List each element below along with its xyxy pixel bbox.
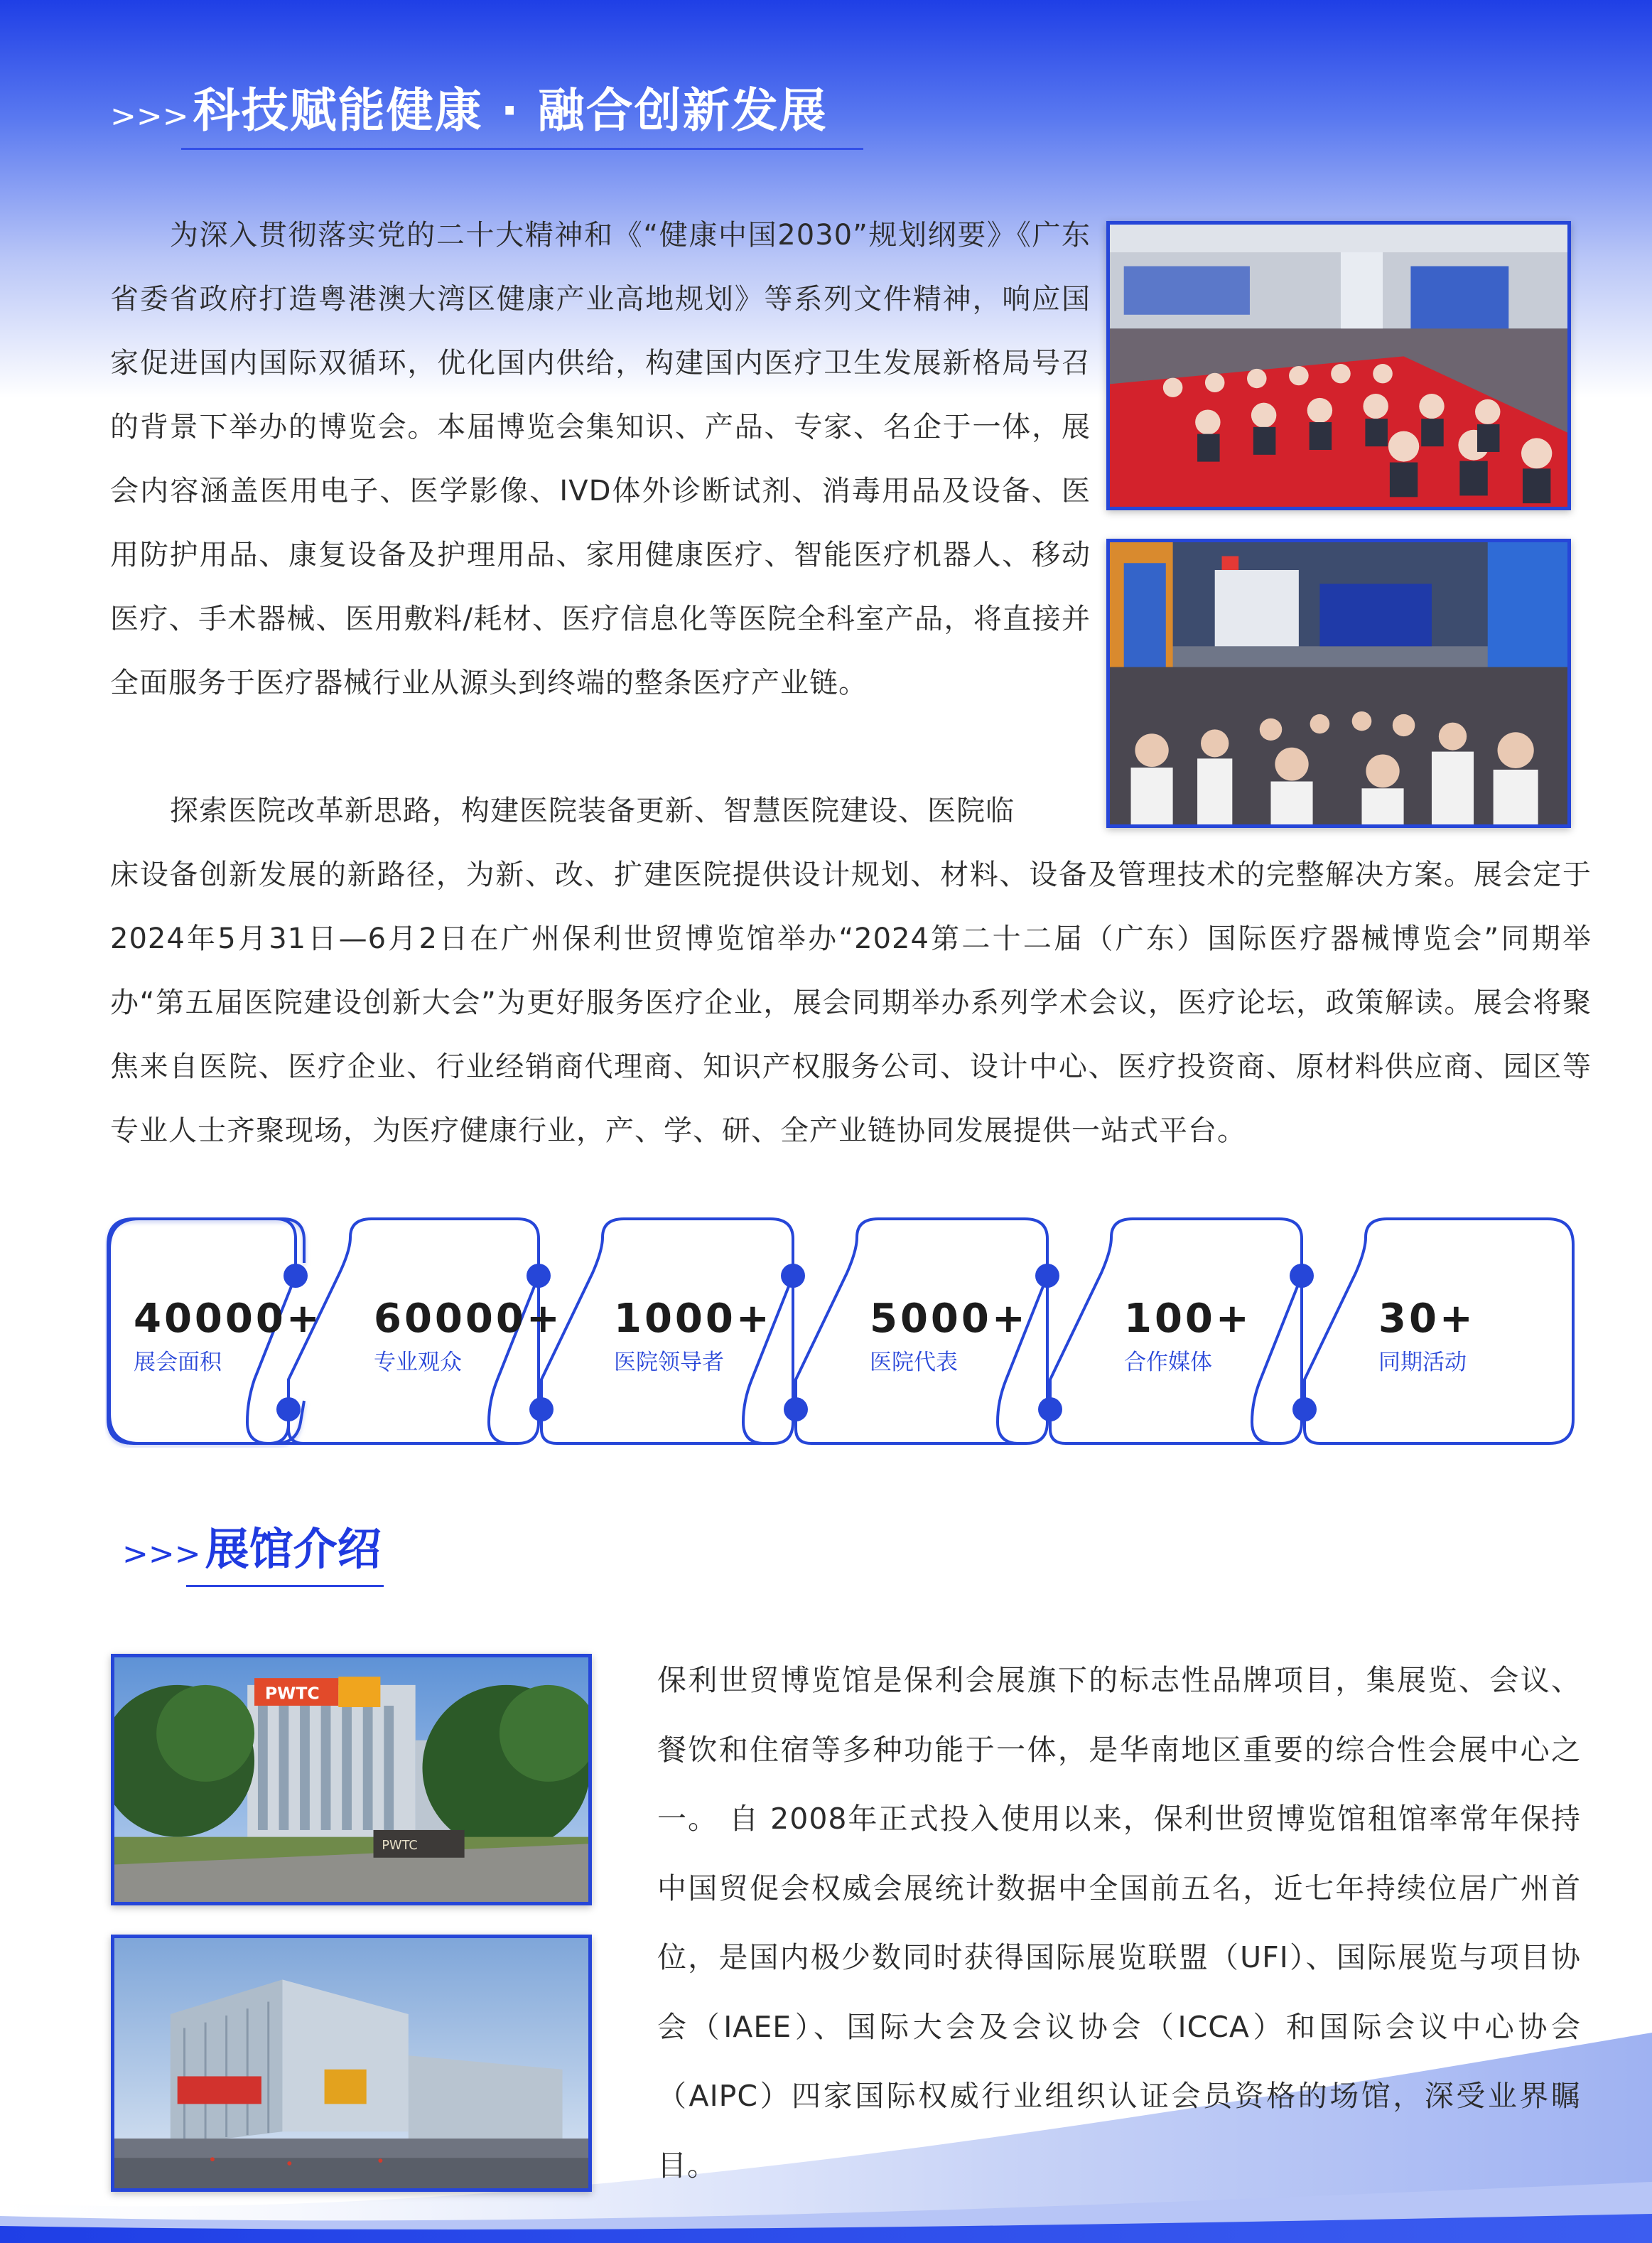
title-underline: [181, 148, 863, 150]
venue-entrance-photo: [111, 1654, 592, 1905]
stat-label: 展会面积: [134, 1350, 222, 1375]
venue-building-photo: [111, 1935, 592, 2192]
stat-label: 专业观众: [374, 1350, 462, 1375]
section-title-venue-intro: [122, 1514, 382, 1577]
stat-label: 医院代表: [870, 1350, 958, 1375]
section-title-text: 科技赋能健康 · 融合创新发展: [193, 83, 828, 138]
stat-partner-media: [1096, 1216, 1287, 1443]
intro-paragraph: 为深入贯彻落实党的二十大精神和《“健康中国2030”规划纲要》《广东省委省政府打造粤港澳大湾区健康产业高地规划》等系列文件精神，响应国家促进国内国际双循环，优化国内供给，构建国内医疗卫生发展新格局号召的背景下举办的博览会。本届博览会集知识、产品、专家、名企于一体，展会内容涵盖医用电子、医学影像、IVD体外诊断试剂、消毒用品及设备、医用防护用品、康复设备及护理用品、家用健康医疗、智能医疗机器人、移动医疗、手术器械、医用敷料/耗材、医疗信息化等医院全科室产品，将直接并全面服务于医疗器械行业从源头到终端的整条医疗产业链。: [110, 219, 1091, 699]
section-title-text: 展馆介绍: [205, 1523, 382, 1575]
title-underline: [186, 1585, 384, 1587]
stat-value: 1000+: [614, 1296, 772, 1342]
conference-hall-photo: [1106, 221, 1571, 510]
stat-value: 40000+: [134, 1296, 323, 1342]
stat-value: 100+: [1124, 1296, 1252, 1342]
stats-strip: [105, 1216, 1577, 1448]
venue-description: 保利世贸博览馆是保利会展旗下的标志性品牌项目，集展览、会议、餐饮和住宿等多种功能于一体，是华南地区重要的综合性会展中心之一。 自 2008年正式投入使用以来，保利世贸博览馆租馆率常年保持中国贸促会权威会展统计数据中全国前五名，近七年持续位居广州首位，是国内极少数同时获得国际展览联盟（UFI）、国际展览与项目协会（IAEE）、国际大会及会议协会（ICCA）和国际会议中心协会（AIPC）四家国际权威行业组织认证会员资格的场馆，深受业界瞩目。: [657, 1663, 1581, 2183]
mission-paragraph: 床设备创新发展的新路径，为新、改、扩建医院提供设计规划、材料、设备及管理技术的完整解决方案。展会定于2024年5月31日—6月2日在广州保利世贸博览馆举办“2024第二十二届（广东）国际医疗器械博览会”同期举办“第五届医院建设创新大会”为更好服务医疗企业，展会同期举办系列学术会议，医疗论坛，政策解读。展会将聚焦来自医院、医疗企业、行业经销商代理商、知识产权服务公司、设计中心、医疗投资商、原材料供应商、园区等专业人士齐聚现场，为医疗健康行业，产、学、研、全产业链协同发展提供一站式平台。: [110, 859, 1592, 1147]
stat-value: 60000+: [374, 1296, 563, 1342]
exhibition-crowd-photo: [1106, 539, 1571, 828]
stat-concurrent-events: [1350, 1216, 1542, 1443]
stat-hospital-leaders: [585, 1216, 777, 1443]
mission-paragraph-first-line: 探索医院改革新思路，构建医院装备更新、智慧医院建设、医院临: [170, 795, 1015, 827]
title-arrows: >>>: [122, 1536, 201, 1572]
stat-exhibition-area: [105, 1216, 323, 1443]
stat-professional-visitors: [345, 1216, 563, 1443]
stat-label: 合作媒体: [1124, 1350, 1212, 1375]
stat-label: 医院领导者: [614, 1350, 724, 1375]
stat-value: 5000+: [870, 1296, 1028, 1342]
stat-value: 30+: [1378, 1296, 1476, 1342]
building-sign-ground: PWTC: [382, 1839, 418, 1854]
stat-label: 同期活动: [1378, 1350, 1467, 1375]
section-title-tech-health: [110, 72, 828, 140]
stat-hospital-representatives: [841, 1216, 1033, 1443]
title-arrows: >>>: [110, 98, 189, 134]
building-sign: PWTC: [264, 1683, 320, 1704]
